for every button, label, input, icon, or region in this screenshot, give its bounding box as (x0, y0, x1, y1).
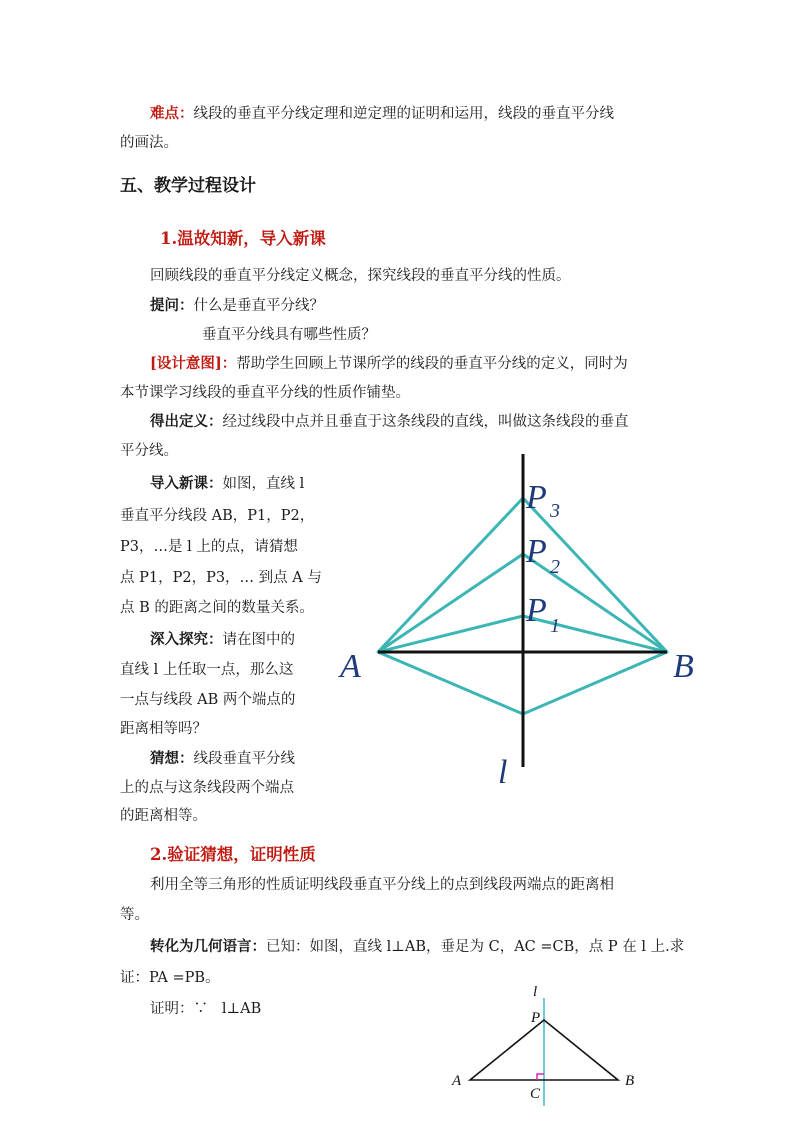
label-b: B (625, 1073, 635, 1089)
label-a: A (452, 1073, 462, 1089)
design-line2: 本节课学习线段的垂直平分线的性质作铺垫。 (120, 385, 410, 401)
difficulty-paragraph (150, 104, 614, 124)
label-l: l (498, 754, 508, 791)
guess-label: 猜想： (150, 750, 194, 767)
part1-title: 1.温故知新，导入新课 (160, 229, 326, 248)
convert-line1: 已知：如图，直线 l⊥AB，垂足为 C，AC =CB，点 P 在 l 上.求 (266, 939, 685, 955)
label-a: A (340, 648, 361, 685)
label-p3-sub: 3 (550, 500, 560, 522)
label-l: l (533, 984, 538, 1000)
intro-label: 导入新课： (150, 475, 223, 492)
explore-label: 深入探究： (150, 631, 223, 648)
label-p3: P (526, 479, 547, 516)
intro-line: 如图，直线 l (222, 476, 305, 492)
intro-line: 点 B 的距离之间的数量关系。 (120, 600, 314, 616)
explore-line: 距离相等吗？ (120, 721, 207, 737)
design-paragraph (150, 354, 628, 374)
intro-line: 垂直平分线段 AB，P1，P2， (120, 508, 315, 524)
design-label: [设计意图]： (150, 355, 237, 372)
perpendicular-bisector-figure (330, 450, 710, 795)
part2-title: 2.验证猜想，证明性质 (150, 845, 316, 864)
intro-line: P3，…是 l 上的点，请猜想 (120, 539, 298, 555)
intro-paragraph (150, 474, 304, 494)
proof-paragraph (150, 999, 261, 1019)
proof-text: l⊥AB (221, 1001, 262, 1017)
section5-title: 五、教学过程设计 (120, 176, 256, 196)
guess-line: 线段垂直平分线 (193, 751, 295, 767)
proof-triangle-figure (440, 978, 650, 1108)
use-line2: 等。 (120, 907, 149, 923)
guess-paragraph (150, 749, 295, 769)
label-p2-sub: 2 (550, 556, 560, 578)
question-label: 提问： (150, 297, 194, 314)
definition-label: 得出定义： (150, 413, 223, 430)
question-paragraph (150, 296, 324, 316)
convert-line2: 证：PA =PB。 (120, 970, 220, 986)
label-b: B (673, 648, 694, 685)
label-p1-sub: 1 (550, 615, 560, 637)
explore-line: 一点与线段 AB 两个端点的 (120, 692, 296, 708)
difficulty-label: 难点： (150, 105, 194, 122)
definition-line2: 平分线。 (120, 443, 178, 459)
label-p1: P (526, 592, 547, 629)
label-c: C (530, 1086, 541, 1102)
explore-line: 直线 l 上任取一点，那么这 (120, 662, 294, 678)
right-angle-mark (537, 1074, 544, 1080)
label-p: P (531, 1010, 541, 1026)
guess-line: 的距离相等。 (120, 808, 207, 824)
intro-line: 点 P1，P2，P3，… 到点 A 与 (120, 570, 322, 586)
definition-line1: 经过线段中点并且垂直于这条线段的直线，叫做这条线段的垂直 (222, 414, 629, 430)
proof-label: 证明：∵ (150, 1001, 208, 1017)
convert-paragraph (150, 937, 684, 957)
label-p2: P (526, 533, 547, 570)
difficulty-line1: 线段的垂直平分线定理和逆定理的证明和运用，线段的垂直平分线 (193, 106, 614, 122)
definition-paragraph (150, 412, 629, 432)
question2: 垂直平分线具有哪些性质？ (202, 327, 376, 343)
explore-line: 请在图中的 (222, 632, 295, 648)
question1: 什么是垂直平分线？ (193, 298, 324, 314)
convert-label: 转化为几何语言： (150, 938, 266, 955)
review-text: 回顾线段的垂直平分线定义概念，探究线段的垂直平分线的性质。 (150, 268, 571, 284)
explore-paragraph (150, 630, 295, 650)
use-line1: 利用全等三角形的性质证明线段垂直平分线上的点到线段两端点的距离相 (150, 877, 614, 893)
design-line1: 帮助学生回顾上节课所学的线段的垂直平分线的定义，同时为 (236, 356, 628, 372)
guess-line: 上的点与这条线段两个端点 (120, 780, 294, 796)
difficulty-line2: 的画法。 (120, 135, 178, 151)
